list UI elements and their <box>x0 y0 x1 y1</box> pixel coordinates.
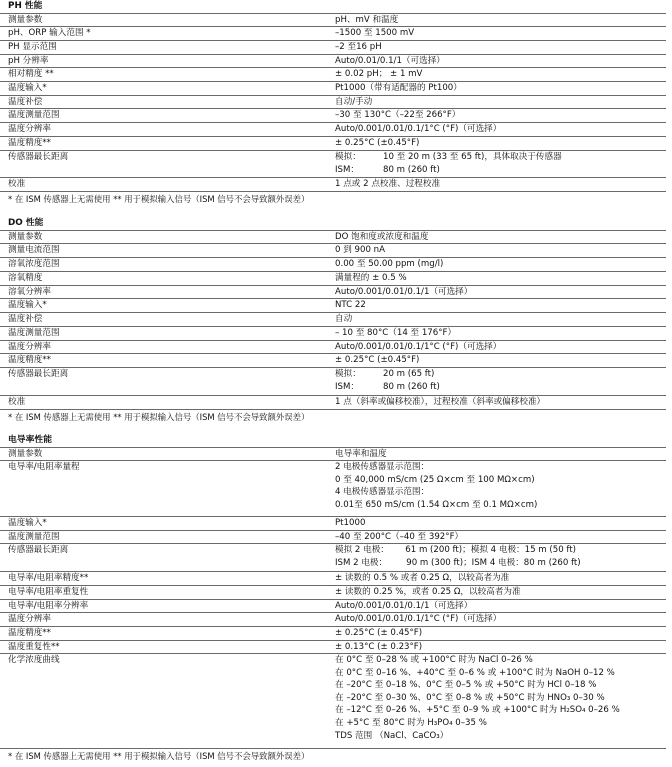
do-title: DO 性能 <box>8 218 44 228</box>
table-row: 温度测量范围 – 10 至 80°C（14 至 176°F） <box>0 326 666 339</box>
table-row: 温度输入* NTC 22 <box>0 298 666 311</box>
table-row: pH 分辨率 Auto/0.01/0.1/1（可选择） <box>0 54 666 67</box>
table-row: 测量参数 DO 饱和度或浓度和温度 <box>0 230 666 243</box>
table-row: 电导率/电阻率分辨率 Auto/0.001/0.01/0.1/1（可选择） <box>0 599 666 612</box>
table-row: 电导率/电阻率精度** ± 读数的 0.5 % 或者 0.25 Ω，以较高者为准 <box>0 571 666 584</box>
cond-title: 电导率性能 <box>8 435 52 445</box>
table-row: 溶氧浓度范围 0.00 至 50.00 ppm (mg/l) <box>0 257 666 270</box>
table-row: 溶氧精度 满量程的 ± 0.5 % <box>0 271 666 284</box>
table-row: 温度测量范围 –30 至 130°C（–22至 266°F） <box>0 108 666 121</box>
table-row: 测量电流范围 0 到 900 nA <box>0 243 666 256</box>
table-row: 温度补偿 自动 <box>0 312 666 325</box>
table-row: pH、ORP 输入范围 * –1500 至 1500 mV <box>0 26 666 39</box>
table-row: 电导率/电阻率量程 2 电极传感器显示范围： 0 至 40,000 mS/cm (25 Ω×cm 至 100 MΩ×cm) 4 电极传感器显示范围： 0.01至 650 mS/cm (1.54 Ω×cm 至 0.1 MΩ×cm) <box>0 460 666 515</box>
table-row: 温度测量范围 –40 至 200°C（–40 至 392°F） <box>0 530 666 543</box>
table-row: 校准 1 点（斜率或偏移校准），过程校准（斜率或偏移校准） <box>0 395 666 408</box>
table-row: 测量参数 pH、mV 和温度 <box>0 13 666 26</box>
footnote: * 在 ISM 传感器上无需使用 ** 用于模拟输入信号（ISM 信号不会导致额外误差） <box>8 412 310 422</box>
divider <box>0 409 666 410</box>
table-row: 化学浓度曲线 在 0°C 至 0–28 % 或 +100°C 时为 NaCl 0–26 % 在 0°C 至 0–16 %、+40°C 至 0–6 % 或 +100°C 时为 NaOH 0–12 % 在 –20°C 至 0–18 %、0°C 至 0–5 % 或 +50°C 时为 HCl 0–18 % 在 –20°C 至 0–30 %、0°C 至 0–8 % 或 +50°C 时为 HNO₃ 0–30 % 在 –12°C 至 0–26 %、+5°C 至 0–9 % 或 +100°C 时为 H₂SO₄ 0–26 % 在 +5°C 至 80°C 时为 H₃PO₄ 0–35 % TDS 范围 （NaCl、CaCO₃） <box>0 653 666 746</box>
table-row: 电导率/电阻率重复性 ± 读数的 0.25 %，或者 0.25 Ω，以较高者为准 <box>0 585 666 598</box>
table-row: 相对精度 ** ± 0.02 pH； ± 1 mV <box>0 67 666 80</box>
footnote: * 在 ISM 传感器上无需使用 ** 用于模拟输入信号（ISM 信号不会导致额外误差） <box>8 751 310 761</box>
table-row: 温度精度** ± 0.25°C (±0.45°F) <box>0 353 666 366</box>
table-row: 温度分辨率 Auto/0.001/0.01/0.1/1°C (°F)（可选择） <box>0 122 666 135</box>
footnote: * 在 ISM 传感器上无需使用 ** 用于模拟输入信号（ISM 信号不会导致额外误差） <box>8 194 310 204</box>
table-row: PH 显示范围 –2 至16 pH <box>0 40 666 53</box>
table-row: 温度输入* Pt1000 <box>0 516 666 529</box>
table-row: 传感器最长距离 模拟： ISM： 20 m (65 ft) 80 m (260 ft) <box>0 367 666 394</box>
table-row: 传感器最长距离 模拟： ISM： 10 至 20 m (33 至 65 ft)，具体取决于传感器 80 m (260 ft) <box>0 150 666 177</box>
table-row: 温度精度** ± 0.25°C (± 0.45°F) <box>0 626 666 639</box>
divider <box>0 191 666 192</box>
table-row: 温度分辨率 Auto/0.001/0.01/0.1/1°C (°F)（可选择） <box>0 612 666 625</box>
table-row: 温度输入* Pt1000（带有适配器的 Pt100） <box>0 81 666 94</box>
table-row: 测量参数 电导率和温度 <box>0 447 666 460</box>
table-row: 温度重复性** ± 0.13°C (± 0.23°F) <box>0 640 666 653</box>
table-row: 溶氧分辨率 Auto/0.001/0.01/0.1/1（可选择） <box>0 285 666 298</box>
table-row: 校准 1 点或 2 点校准、过程校准 <box>0 177 666 190</box>
divider <box>0 748 666 749</box>
table-row: 温度补偿 自动/手动 <box>0 95 666 108</box>
table-row: 传感器最长距离 模拟 2 电极： 61 m (200 ft)；模拟 4 电极：15 m (50 ft) ISM 2 电极： 90 m (300 ft)；ISM 4 电极：80 m (260 ft) <box>0 543 666 570</box>
ph-title: PH 性能 <box>8 1 43 11</box>
table-row: 温度精度** ± 0.25°C (±0.45°F) <box>0 136 666 149</box>
table-row: 温度分辨率 Auto/0.001/0.01/0.1/1°C (°F)（可选择） <box>0 340 666 353</box>
